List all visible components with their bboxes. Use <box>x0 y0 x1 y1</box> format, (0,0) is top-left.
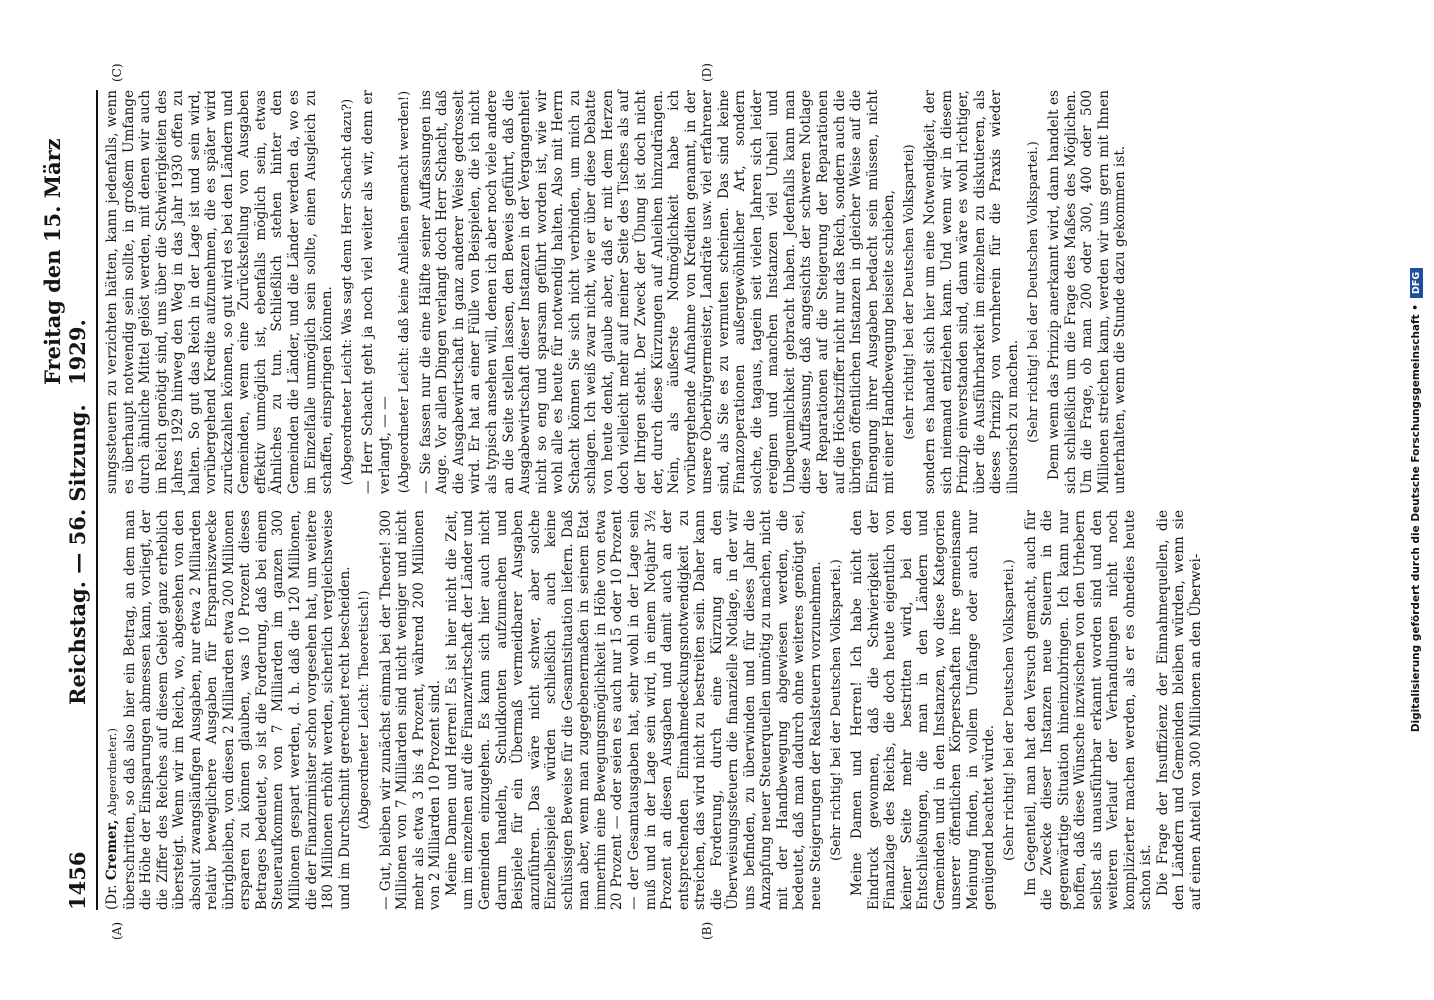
interjection: (Abgeordneter Leicht: Theoretisch!) <box>357 590 373 830</box>
interjection: (Abgeordneter Leicht: Was sagt denn Herr Schacht dazu?) <box>339 98 355 486</box>
interjection: (Sehr richtig! bei der Deutschen Volkspartei.) <box>1001 559 1017 861</box>
interjection: (Sehr richtig! bei der Deutschen Volkspartei.) <box>1025 141 1041 443</box>
speaker-prefix: (Dr. <box>104 880 120 910</box>
session-date: Freitag den 15. März 1929. <box>40 138 90 385</box>
paragraph: — Gut, bleiben wir zunächst einmal bei der Theorie! 300 Millionen von 7 Milliarden sind nicht weniger und nicht mehr als etwa 3 bis 4 Prozent, während 200 Millionen von 2 Milliarden 10 Prozent sind. <box>377 510 444 910</box>
speaker-name: Cremer, <box>104 819 120 881</box>
speaker-role: Abgeordneter.) <box>106 727 119 820</box>
footer-text: Digitalisierung gefördert durch die Deutsche Forschungsgemeinschaft • <box>1410 304 1422 733</box>
paragraph: Im Gegenteil, man hat den Versuch gemacht, auch für die Zwecke dieser Instanzen neue Steuern in die gegenwärtige Situation hineinzubringen. Ich kann nur hoffen, daß diese Wünsche inzwischen von den Urhebern selbst als unausführbar erkannt worden sind und den weiteren Verlauf der Verhandlungen nicht noch komplizierter machen werden, als er es ohnedies heute schon ist. <box>1022 510 1155 910</box>
speaker-line <box>104 510 122 910</box>
paragraph: — Herr Schacht geht ja noch viel weiter als wir, denn er verlangt, — — <box>360 90 393 494</box>
running-head <box>40 90 98 910</box>
right-text-column <box>104 90 1129 494</box>
paragraph: sondern es handelt sich hier um eine Notwendigkeit, der sich niemand entziehen kann. Und wenn wir in diesem Prinzip einverstanden sind, dann wäre es wohl richtiger, über die Ausführbarkeit im einzelnen zu diskutieren, als dieses Prinzip von vornherein für die Praxis wieder illusorisch zu machen. <box>922 90 1021 494</box>
margin-mark-d: (D) <box>700 63 714 82</box>
margin-mark-b: (B) <box>700 921 714 940</box>
left-text-column <box>104 510 1205 910</box>
interjection: (sehr richtig! bei der Deutschen Volkspartei) <box>901 144 917 440</box>
margin-mark-c: (C) <box>110 63 124 82</box>
digitization-footer <box>1410 0 1423 1000</box>
interjection: (Sehr richtig! bei der Deutschen Volkspartei.) <box>828 559 844 861</box>
page-number: 1456 <box>65 851 90 910</box>
page-title: Reichstag. — 56. Sitzung. <box>65 404 90 705</box>
margin-mark-a: (A) <box>110 921 124 940</box>
paragraph: überschritten, so daß also hier ein Betrag, an dem man die Höhe der Einsparungen abmessen kann, vorliegt, der die Ziffer des Reiches auf diesem Gebiet ganz erheblich übersteigt. Wenn wir im Reich, wo, abgesehen von den absolut zwangsläufigen Ausgaben, nur etwa 2 Milliarden relativ beweglichere Ausgaben für Ersparniszwecke übrigbleiben, von diesen 2 Milliarden etwa 200 Millionen ersparen zu können glauben, was 10 Prozent dieses Betrages bedeutet, so ist die Forderung, daß bei einem Steueraufkommen von 7 Milliarden im ganzen 300 Millionen gespart werden, d. h. daß die 120 Millionen, die der Finanzminister schon vorgesehen hat, um weitere 180 Millionen erhöht werden, sicherlich vergleichsweise und im Durchschnitt gerechnet recht bescheiden. <box>121 510 353 910</box>
interjection: (Abgeordneter Leicht: daß keine Anleihen gemacht werden!) <box>397 90 413 494</box>
paragraph: Die Frage der Insuffizienz der Einnahmequellen, die den Ländern und Gemeinden bleiben würden, wenn sie auf einen Anteil von 300 Millionen an den Überwei- <box>1154 510 1204 910</box>
paragraph: Denn wenn das Prinzip anerkannt wird, dann handelt es sich schließlich um die Frage des Maßes des Möglichen. Um die Frage, ob man 200 oder 300, 400 oder 500 Millionen streichen kann, werden wir uns gern mit Ihnen unterhalten, wenn die Stunde dazu gekommen ist. <box>1046 90 1129 494</box>
paragraph: Meine Damen und Herren! Es ist hier nicht die Zeit, um im einzelnen auf die Finanzwirtschaft der Länder und Gemeinden einzugehen. Es kann sich hier auch nicht darum handeln, Schuldkonten aufzumachen und Beispiele für ein Übermaß vermeidbarer Ausgaben anzuführen. Das wäre nicht schwer, aber solche Einzelbeispiele würden schließlich auch keine schlüssigen Beweise für die Gesamtsituation liefern. Daß man aber, wenn man zugegebenermaßen in seinem Etat immerhin eine Bewegungsmöglichkeit in Höhe von etwa 20 Prozent — oder seien es auch nur 15 oder 10 Prozent — der Gesamtausgaben hat, sehr wohl in der Lage sein muß und in der Lage sein wird, in einem Notjahr 3½ Prozent an diesen Ausgaben und damit auch an der entsprechenden Einnahmedeckungsnotwendigkeit zu streichen, das wird nicht zu bestreiten sein. Daher kann die Forderung, durch eine Kürzung an den Überweisungssteuern die finanzielle Notlage, in der wir uns befinden, zu überwinden und für dieses Jahr die Anzapfung neuer Steuerquellen unnötig zu machen, nicht mit der Handbewegung abgewiesen werden, die bedeutet, daß man dadurch ohne weiteres genötigt sei, neue Steigerungen der Realsteuern vorzunehmen. <box>443 510 824 910</box>
dfg-logo: DFG <box>1410 268 1423 298</box>
paragraph: sungssteuern zu verzichten hätten, kann jedenfalls, wenn es überhaupt notwendig sein sollte, in großem Umfange durch ähnliche Mittel gelöst werden, mit denen wir auch im Reich genötigt sind, uns über die Schwierigkeiten des Jahres 1929 hinweg den Weg in das Jahr 1930 offen zu halten. So gut das Reich in der Lage ist und sein wird, vorübergehend Kredite aufzunehmen, die es später wird zurückzahlen können, so gut wird es bei den Ländern und Gemeinden, wenn eine Zurückstellung von Ausgaben effektiv unmöglich ist, ebenfalls möglich sein, etwas Ähnliches zu tun. Schließlich stehen hinter den Gemeinden die Länder, und die Länder werden da, wo es im Einzelfalle unmöglich sein sollte, einen Ausgleich zu schaffen, einspringen können. <box>104 90 336 494</box>
paragraph: — Sie fassen nur die eine Hälfte seiner Auffassungen ins Auge. Vor allen Dingen verlangt doch Herr Schacht, daß die Ausgabewirtschaft in ganz anderer Weise gedrosselt wird. Er hat an einer Fülle von Beispielen, die ich nicht als typisch ansehen will, denen ich aber noch viele andere an die Seite stellen lassen, den Beweis geführt, daß die Ausgabewirtschaft dieser Instanzen in der Vergangenheit nicht so eng und sparsam geführt worden ist, wie wir wohl alle es heute für notwendig halten. Also mit Herrn Schacht können Sie sich nicht verbinden, um mich zu schlagen. Ich weiß zwar nicht, wie er über diese Debatte von heute denkt, glaube aber, daß er mit dem Herzen doch vielleicht mehr auf meiner Seite des Tisches als auf der Ihrigen steht. Der Zweck der Übung ist doch nicht der, durch diese Kürzungen auf Anleihen hinzudrängen. Nein, als äußerste Notmöglichkeit habe ich vorübergehende Aufnahme von Krediten genannt, in der unsere Oberbürgermeister, Landräte usw. viel erfahrener sind, als Sie es zu vermuten scheinen. Das sind keine Finanzoperationen außergewöhnlicher Art, sondern solche, die tagaus, tagein seit vielen Jahren sich leider ereignen und manchen Instanzen viel Unheil und Unbequemlichkeit gebracht haben. Jedenfalls kann man diese Auffassung, daß angesichts der schweren Notlage der Reparationen auf die Steigerung der Reparationen auf die Höchstziffer nicht nur das Reich, sondern auch die übrigen öffentlichen Instanzen in gleicher Weise auf die Einengung ihrer Ausgaben bedacht sein müssen, nicht mit einer Handbewegung beiseite schieben, <box>417 90 898 494</box>
paragraph: Meine Damen und Herren! Ich habe nicht den Eindruck gewonnen, daß die Schwierigkeit der Finanzlage des Reichs, die doch heute eigentlich von keiner Seite mehr bestritten wird, bei den Entschließungen, die man in den Ländern und Gemeinden und in den Instanzen, wo diese Kategorien unserer öffentlichen Körperschaften ihre gemeinsame Meinung finden, in vollem Umfange oder auch nur genügend beachtet würde. <box>849 510 998 910</box>
